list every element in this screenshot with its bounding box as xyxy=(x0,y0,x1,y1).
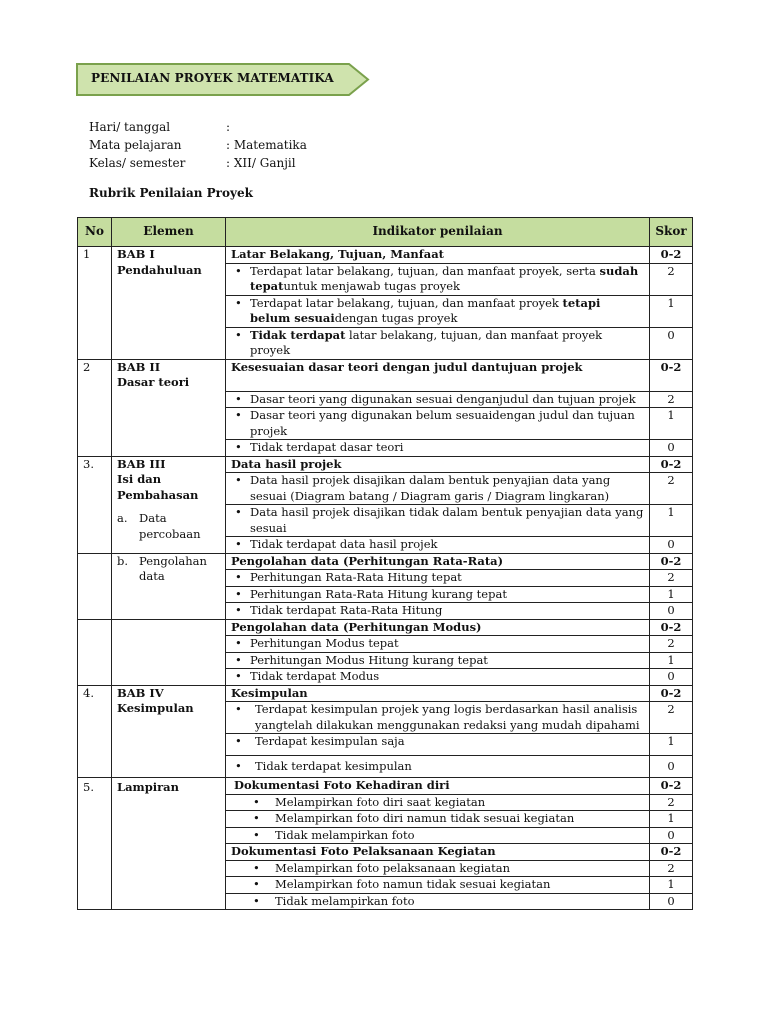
rubric-heading: Rubrik Penilaian Proyek xyxy=(89,186,253,200)
indicator-item: • Tidak melampirkan foto xyxy=(226,893,650,910)
score-value: 2 xyxy=(650,473,693,505)
table-header-row xyxy=(78,218,693,247)
score-range: 0-2 xyxy=(650,359,693,391)
row-number: 2 xyxy=(78,359,112,456)
element-subtitle: Kesimpulan xyxy=(117,701,194,715)
score-range: 0-2 xyxy=(650,456,693,473)
indicator-heading: Dokumentasi Foto Kehadiran diri xyxy=(226,778,650,795)
element-subtitle: Dasar teori xyxy=(117,375,190,389)
indicator-item: • Tidak melampirkan foto xyxy=(226,827,650,844)
score-value: 0 xyxy=(650,537,693,554)
score-value: 2 xyxy=(650,702,693,734)
row-element xyxy=(112,456,226,553)
indicator-heading: Latar Belakang, Tujuan, Manfaat xyxy=(226,247,650,264)
table-row xyxy=(78,456,693,473)
score-range: 0-2 xyxy=(650,619,693,636)
row-element xyxy=(112,553,226,619)
row-element xyxy=(112,359,226,456)
score-value: 1 xyxy=(650,734,693,756)
table-row xyxy=(78,247,693,264)
score-value: 0 xyxy=(650,756,693,778)
score-value: 1 xyxy=(650,408,693,440)
indicator-item: • Terdapat latar belakang, tujuan, dan manfaat proyek tetapi belum sesuaidengan tugas proyek xyxy=(226,295,650,327)
indicator-heading: Pengolahan data (Perhitungan Rata-Rata) xyxy=(226,553,650,570)
score-range: 0-2 xyxy=(650,247,693,264)
score-value: 1 xyxy=(650,586,693,603)
row-number: 5. xyxy=(78,778,112,910)
indicator-item: • Terdapat kesimpulan projek yang logis berdasarkan hasil analisis yangtelah dilakukan menggunakan redaksi yang mudah dipahami xyxy=(226,702,650,734)
indicator-item: • Terdapat latar belakang, tujuan, dan manfaat proyek, serta sudah tepatuntuk menjawab tugas proyek xyxy=(226,263,650,295)
row-number xyxy=(78,553,112,619)
info-label: Kelas/ semester xyxy=(89,156,186,170)
indicator-item: • Melampirkan foto diri saat kegiatan xyxy=(226,794,650,811)
indicator-item: • Melampirkan foto namun tidak sesuai kegiatan xyxy=(226,877,650,894)
element-title: BAB IV xyxy=(117,685,164,700)
table-row xyxy=(78,778,693,795)
element-subtitle: Isi dan xyxy=(117,472,162,486)
score-range: 0-2 xyxy=(650,844,693,861)
score-value: 1 xyxy=(650,295,693,327)
indicator-item: • Terdapat kesimpulan saja xyxy=(226,734,650,756)
table-row xyxy=(78,359,693,391)
score-value: 1 xyxy=(650,877,693,894)
score-value: 2 xyxy=(650,570,693,587)
score-value: 1 xyxy=(650,811,693,828)
row-element xyxy=(112,247,226,360)
indicator-heading: Kesimpulan xyxy=(226,685,650,702)
indicator-item: • Melampirkan foto pelaksanaan kegiatan xyxy=(226,860,650,877)
score-value: 0 xyxy=(650,827,693,844)
element-subtitle: Pembahasan xyxy=(117,487,199,502)
table-row xyxy=(78,553,693,570)
score-range: 0-2 xyxy=(650,685,693,702)
info-value: : xyxy=(226,120,231,134)
indicator-item: • Data hasil projek disajikan tidak dalam bentuk penyajian data yang sesuai xyxy=(226,505,650,537)
element-title: BAB II xyxy=(117,359,161,374)
indicator-heading: Dokumentasi Foto Pelaksanaan Kegiatan xyxy=(226,844,650,861)
indicator-item: • Tidak terdapat data hasil projek xyxy=(226,537,650,554)
element-sub-item: b. Pengolahan data xyxy=(117,553,207,583)
header-elemen: Elemen xyxy=(112,218,226,247)
indicator-item: • Dasar teori yang digunakan belum sesuaidengan judul dan tujuan projek xyxy=(226,408,650,440)
indicator-item: • Perhitungan Modus Hitung kurang tepat xyxy=(226,652,650,669)
row-number xyxy=(78,619,112,685)
row-number: 3. xyxy=(78,456,112,553)
score-value: 0 xyxy=(650,669,693,686)
indicator-item: • Perhitungan Rata-Rata Hitung kurang tepat xyxy=(226,586,650,603)
indicator-item: • Tidak terdapat kesimpulan xyxy=(226,756,650,778)
row-element xyxy=(112,619,226,685)
element-title: BAB I xyxy=(117,247,155,261)
table-row xyxy=(78,685,693,702)
indicator-item: • Perhitungan Rata-Rata Hitung tepat xyxy=(226,570,650,587)
element-subtitle: Pendahuluan xyxy=(117,262,202,277)
score-value: 0 xyxy=(650,327,693,359)
score-value: 0 xyxy=(650,440,693,457)
element-title: BAB III xyxy=(117,456,166,471)
element-title: Lampiran xyxy=(117,780,179,794)
element-sub-item: a. Data percobaan xyxy=(117,511,201,541)
indicator-item: • Perhitungan Modus tepat xyxy=(226,636,650,653)
indicator-item: • Melampirkan foto diri namun tidak sesuai kegiatan xyxy=(226,811,650,828)
score-value: 1 xyxy=(650,505,693,537)
score-value: 2 xyxy=(650,860,693,877)
score-value: 2 xyxy=(650,391,693,408)
table-row xyxy=(78,619,693,636)
indicator-heading: Kesesuaian dasar teori dengan judul dantujuan projek xyxy=(226,359,650,391)
rubric-table xyxy=(77,217,693,910)
indicator-item: • Dasar teori yang digunakan sesuai denganjudul dan tujuan projek xyxy=(226,391,650,408)
indicator-heading: Data hasil projek xyxy=(226,456,650,473)
score-range: 0-2 xyxy=(650,553,693,570)
row-number: 1 xyxy=(78,247,112,360)
score-value: 2 xyxy=(650,794,693,811)
info-label: Hari/ tanggal xyxy=(89,120,171,134)
indicator-item: • Tidak terdapat dasar teori xyxy=(226,440,650,457)
row-element xyxy=(112,778,226,910)
score-value: 1 xyxy=(650,652,693,669)
document-title: PENILAIAN PROYEK MATEMATIKA xyxy=(91,71,334,85)
indicator-item: • Tidak terdapat latar belakang, tujuan, dan manfaat proyek proyek xyxy=(226,327,650,359)
indicator-heading: Pengolahan data (Perhitungan Modus) xyxy=(226,619,650,636)
indicator-item: • Data hasil projek disajikan dalam bentuk penyajian data yang sesuai (Diagram batang / Diagram garis / Diagram lingkaran) xyxy=(226,473,650,505)
score-value: 0 xyxy=(650,893,693,910)
row-element xyxy=(112,685,226,778)
indicator-item: • Tidak terdapat Rata-Rata Hitung xyxy=(226,603,650,620)
indicator-item: • Tidak terdapat Modus xyxy=(226,669,650,686)
score-value: 0 xyxy=(650,603,693,620)
info-label: Mata pelajaran xyxy=(89,138,182,152)
row-number: 4. xyxy=(78,685,112,778)
header-no: No xyxy=(78,218,112,247)
score-value: 2 xyxy=(650,636,693,653)
info-value: : XII/ Ganjil xyxy=(226,156,296,170)
header-indikator: Indikator penilaian xyxy=(226,218,650,247)
document-title-box xyxy=(75,62,370,97)
info-value: : Matematika xyxy=(226,138,307,152)
header-skor: Skor xyxy=(650,218,693,247)
score-range: 0-2 xyxy=(650,778,693,795)
score-value: 2 xyxy=(650,263,693,295)
